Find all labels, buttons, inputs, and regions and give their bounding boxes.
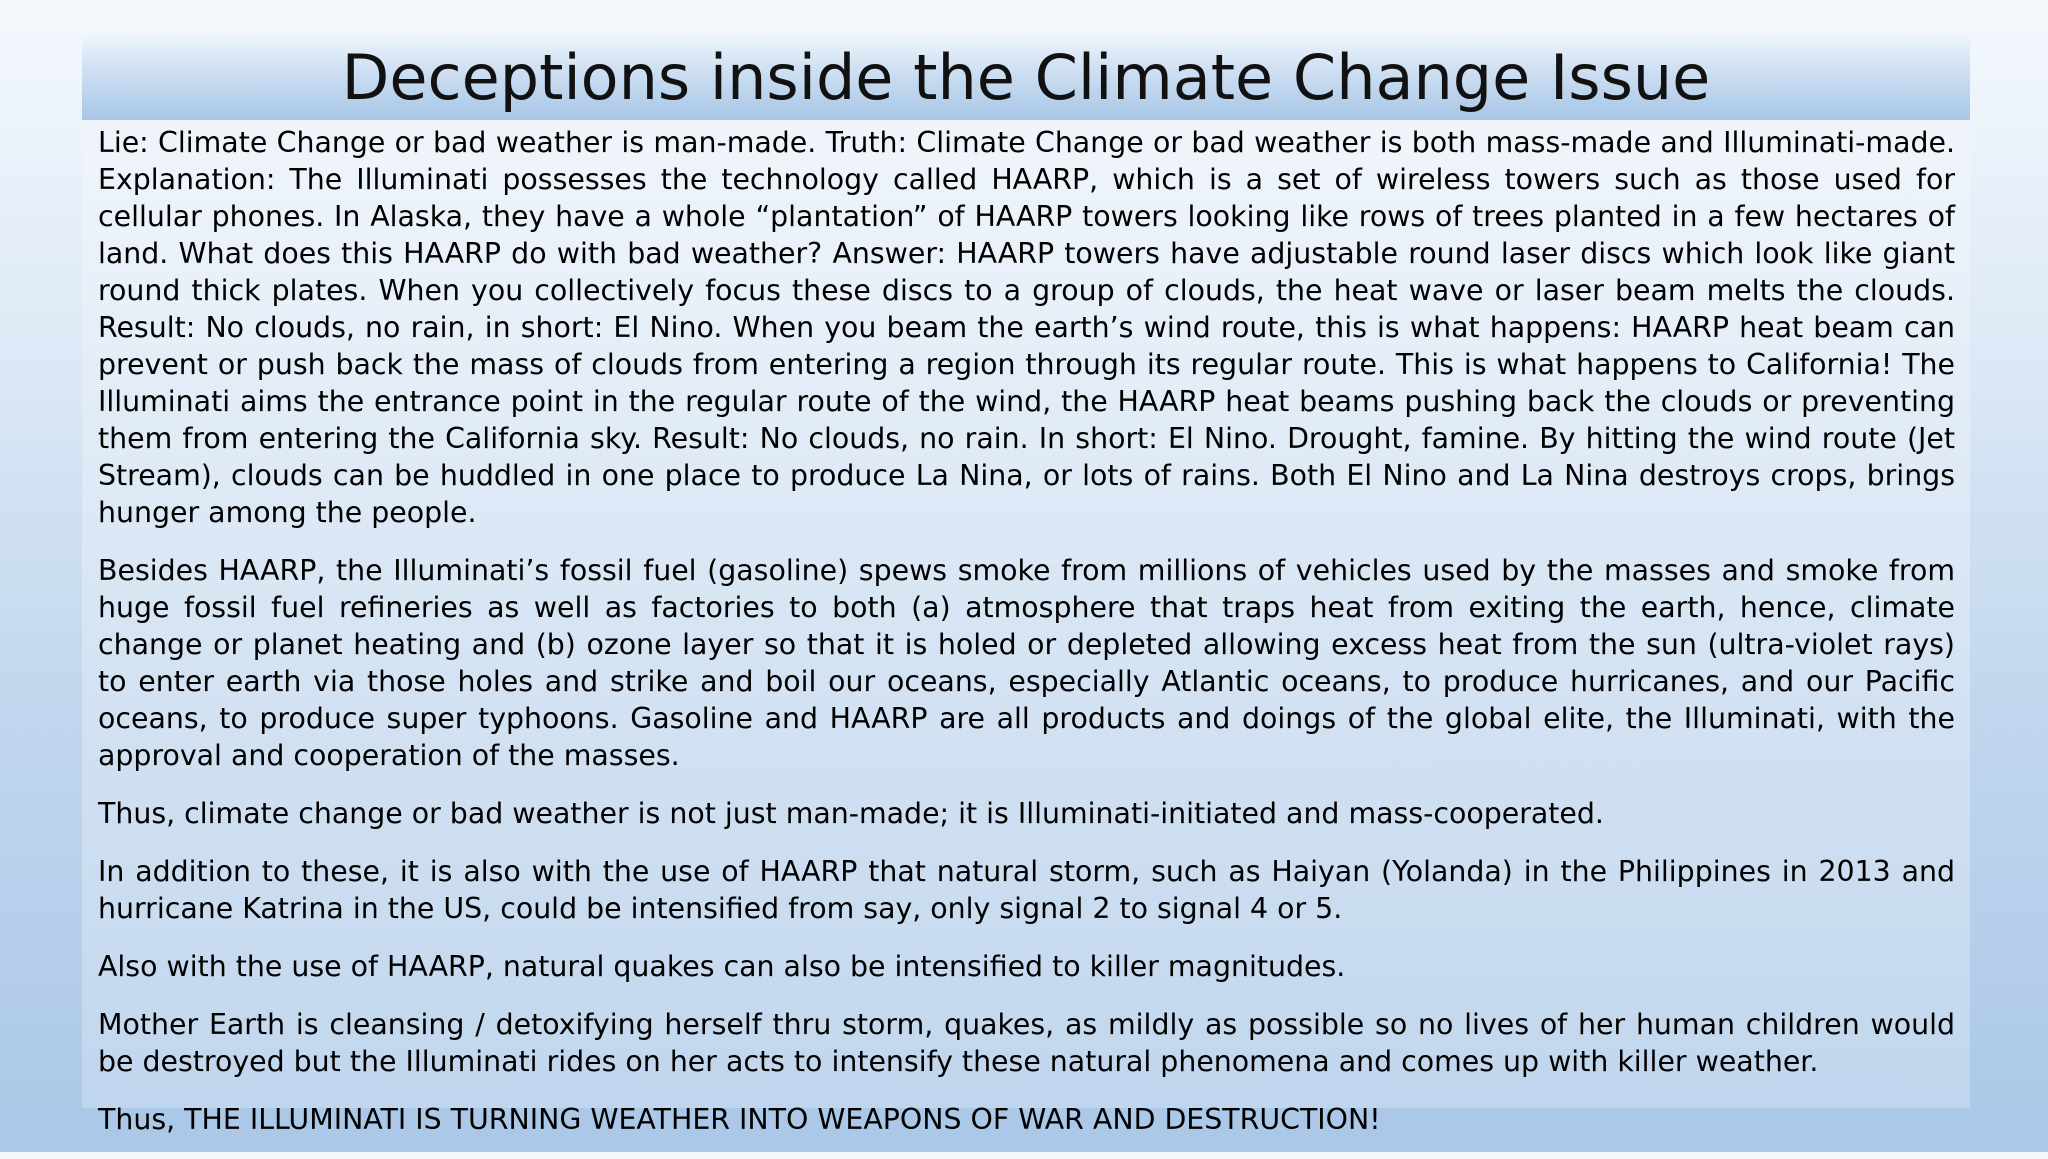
paragraph-mother-earth: Mother Earth is cleansing / detoxifying herself thru storm, quakes, as mildly as possible so no lives of her human children would be destroyed but the Illuminati rides on her acts to intensify these natural phenomena and comes up with killer weather. — [98, 1008, 1955, 1078]
slide-body — [98, 124, 1955, 1159]
title-band — [82, 36, 1970, 120]
paragraph-haarp-explanation: Lie: Climate Change or bad weather is man-made. Truth: Climate Change or bad weather is both mass-made and Illuminati-made. Explanation: The Illuminati possesses the technology called HAARP, which is a set of wireless towers such as those used for cellular phones. In Alaska, they have a whole “plantation” of HAARP towers looking like rows of trees planted in a few hectares of land. What does this HAARP do with bad weather? Answer: HAARP towers have adjustable round laser discs which look like giant round thick plates. When you collectively focus these discs to a group of clouds, the heat wave or laser beam melts the clouds. Result: No clouds, no rain, in short: El Nino. When you beam the earth’s wind route, this is what happens: HAARP heat beam can prevent or push back the mass of clouds from entering a region through its regular route. This is what happens to California! The Illuminati aims the entrance point in the regular route of the wind, the HAARP heat beams pushing back the clouds or preventing them from entering the California sky. Result: No clouds, no rain. In short: El Nino. Drought, famine. By hitting the wind route (Jet Stream), clouds can be huddled in one place to produce La Nina, or lots of rains. Both El Nino and La Nina destroys crops, brings hunger among the people. — [98, 126, 1955, 529]
paragraph-storms: In addition to these, it is also with the use of HAARP that natural storm, such as Haiyan (Yolanda) in the Philippines in 2013 and hurricane Katrina in the US, could be intensified from say, only signal 2 to signal 4 or 5. — [98, 855, 1955, 925]
paragraph-fossil-fuel: Besides HAARP, the Illuminati’s fossil fuel (gasoline) spews smoke from millions of vehicles used by the masses and smoke from huge fossil fuel refineries as well as factories to both (a) atmosphere that traps heat from exiting the earth, hence, climate change or planet heating and (b) ozone layer so that it is holed or depleted allowing excess heat from the sun (ultra-violet rays) to enter earth via those holes and strike and boil our oceans, especially Atlantic oceans, to produce hurricanes, and our Pacific oceans, to produce super typhoons. Gasoline and HAARP are all products and doings of the global elite, the Illuminati, with the approval and cooperation of the masses. — [98, 554, 1955, 772]
paragraph-final-statement: Thus, THE ILLUMINATI IS TURNING WEATHER INTO WEAPONS OF WAR AND DESTRUCTION! — [98, 1103, 1381, 1136]
paragraph-conclusion: Thus, climate change or bad weather is not just man-made; it is Illuminati-initiated and mass-cooperated. — [98, 797, 1604, 830]
slide-title: Deceptions inside the Climate Change Issue — [341, 41, 1711, 114]
paragraph-quakes: Also with the use of HAARP, natural quakes can also be intensified to killer magnitudes. — [98, 950, 1346, 983]
